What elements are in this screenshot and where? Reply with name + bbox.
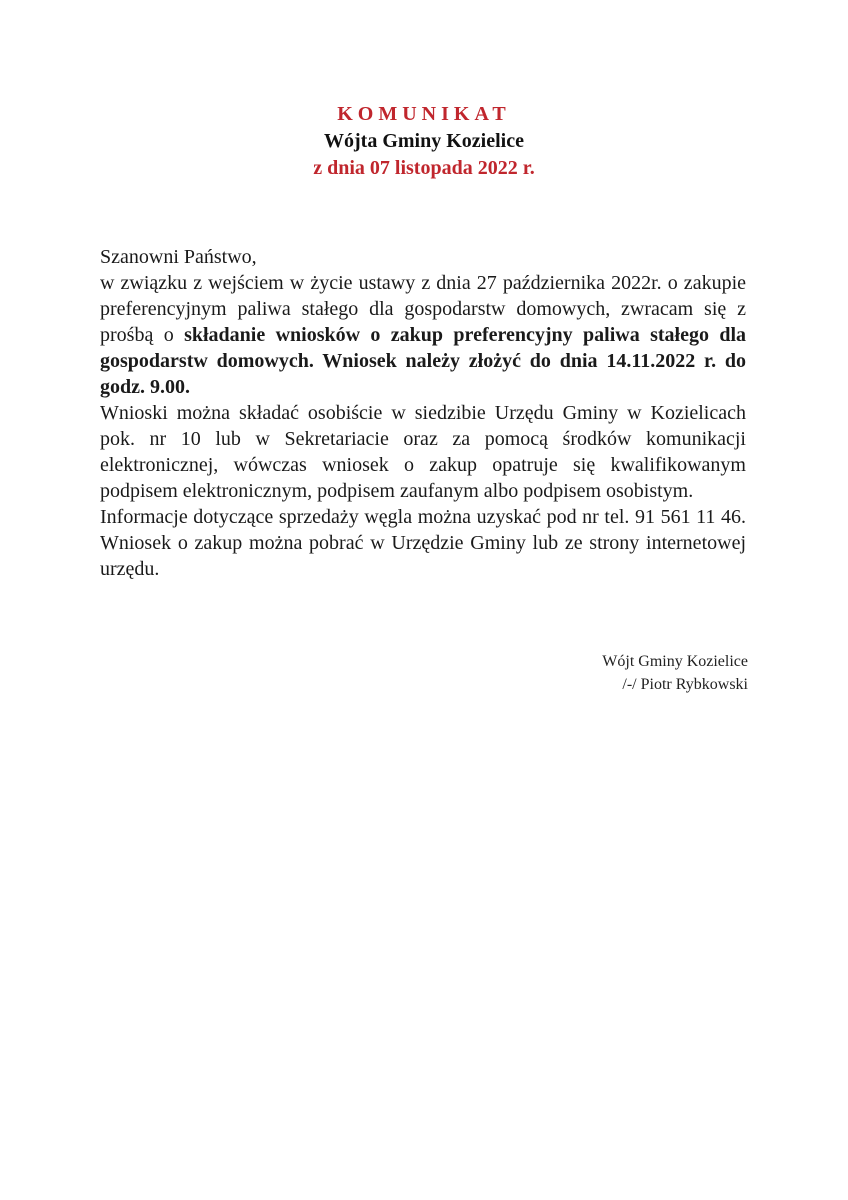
document-title: KOMUNIKAT [337,103,511,125]
salutation: Szanowni Państwo, [100,246,257,268]
signature-block [448,650,748,696]
signature-name: /-/ Piotr Rybkowski [622,676,748,693]
document-issuer: Wójta Gminy Kozielice [324,130,524,152]
paragraph-information: Informacje dotyczące sprzedaży węgla można uzyskać pod nr tel. 91 561 11 46. Wniosek o zakup można pobrać w Urzędzie Gminy lub ze strony internetowej urzędu. [100,506,746,580]
document-body [100,244,746,582]
signature-role: Wójt Gminy Kozielice [602,653,748,670]
document-date: z dnia 07 listopada 2022 r. [313,157,535,179]
paragraph-submission: Wnioski można składać osobiście w siedzibie Urzędu Gminy w Kozielicach pok. nr 10 lub w Sekretariacie oraz za pomocą środków komunikacji elektronicznej, wówczas wniosek o zakup opatruje się kwalifikowanym podpisem elektronicznym, podpisem zaufanym albo podpisem osobistym. [100,402,746,502]
paragraph-request-emphasis: składanie wniosków o zakup preferencyjny paliwa stałego dla gospodarstw domowych. Wniosek należy złożyć do dnia 14.11.2022 r. do godz. 9.00. [100,324,747,398]
paragraph-request-text: w związku z wejściem w życie ustawy z dnia 27 października 2022r. o zakupie preferencyjnym paliwa stałego dla gospodarstw domowych, zwracam się z prośbą o [100,272,746,346]
document-header [0,101,848,182]
paragraph-request [100,270,746,400]
